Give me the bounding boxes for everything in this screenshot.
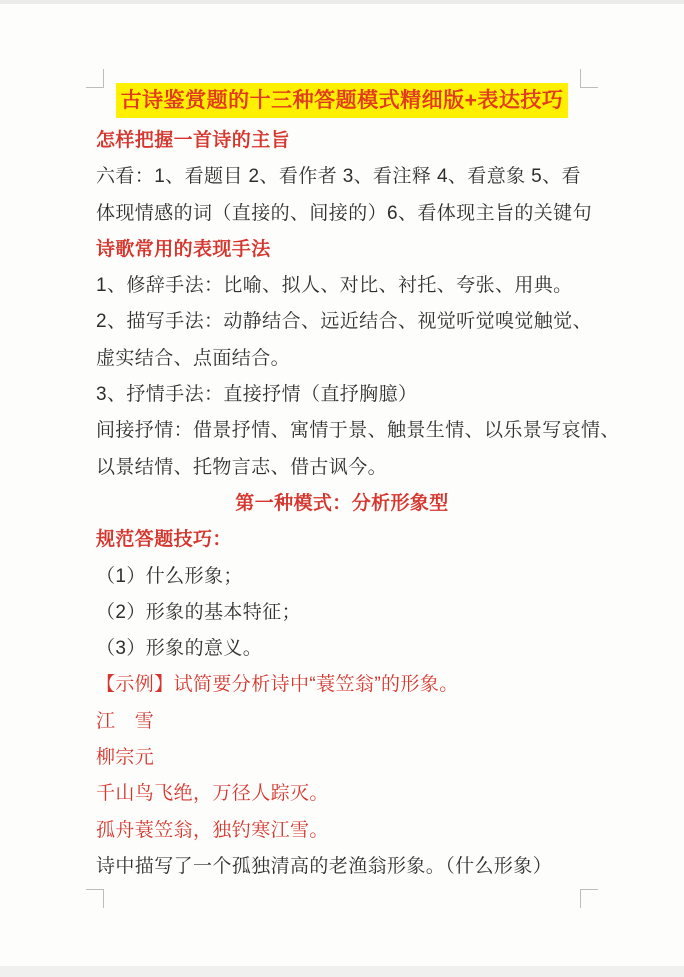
poem-line-2: 孤舟蓑笠翁，独钓寒江雪。: [96, 819, 329, 841]
text-line-description: 2、描写手法：动静结合、远近结合、视觉听觉嗅觉触觉、: [96, 311, 592, 333]
document-title-row: [96, 83, 588, 119]
crop-mark-bottom-left: [86, 889, 104, 908]
text-line-six-looks: 六看：1、看题目 2、看作者 3、看注释 4、看意象 5、看: [96, 166, 581, 188]
poem-line-1: 千山鸟飞绝，万径人踪灭。: [96, 783, 329, 805]
poem-author: 柳宗元: [96, 747, 155, 769]
text-line-indirect-lyric-cont: 以景结情、托物言志、借古讽今。: [96, 456, 388, 478]
text-line-tip-1: （1）什么形象；: [96, 565, 243, 587]
text-line-answer-analysis: 诗中描写了一个孤独清高的老渔翁形象。（什么形象）: [96, 855, 553, 877]
mode-heading-analyze-image: 第一种模式：分析形象型: [235, 492, 449, 514]
section-heading-answer-tips: 规范答题技巧：: [96, 529, 232, 551]
text-line-tip-2: （2）形象的基本特征；: [96, 601, 301, 623]
example-prompt: 【示例】试简要分析诗中“蓑笠翁”的形象。: [96, 674, 459, 696]
photo-edge-bottom: [0, 966, 684, 977]
crop-mark-bottom-right: [580, 889, 598, 908]
text-line-tip-3: （3）形象的意义。: [96, 638, 263, 660]
text-line-indirect-lyric: 间接抒情：借景抒情、寓情于景、触景生情、以乐景写哀情、: [96, 420, 620, 442]
text-line-description-cont: 虚实结合、点面结合。: [96, 347, 291, 369]
text-line-rhetoric: 1、修辞手法：比喻、拟人、对比、衬托、夸张、用典。: [96, 275, 573, 297]
text-line-six-looks-cont: 体现情感的词（直接的、间接的）6、看体现主旨的关键句: [96, 202, 592, 224]
text-line-lyric: 3、抒情手法：直接抒情（直抒胸臆）: [96, 384, 418, 406]
section-heading-grasp-theme: 怎样把握一首诗的主旨: [96, 130, 291, 151]
document-page-content: [96, 83, 620, 885]
poem-title: 江 雪: [96, 710, 155, 732]
section-heading-techniques: 诗歌常用的表现手法: [96, 238, 271, 260]
document-title: 古诗鉴赏题的十三种答题模式精细版+表达技巧: [116, 83, 569, 118]
photo-edge-top: [0, 0, 684, 4]
